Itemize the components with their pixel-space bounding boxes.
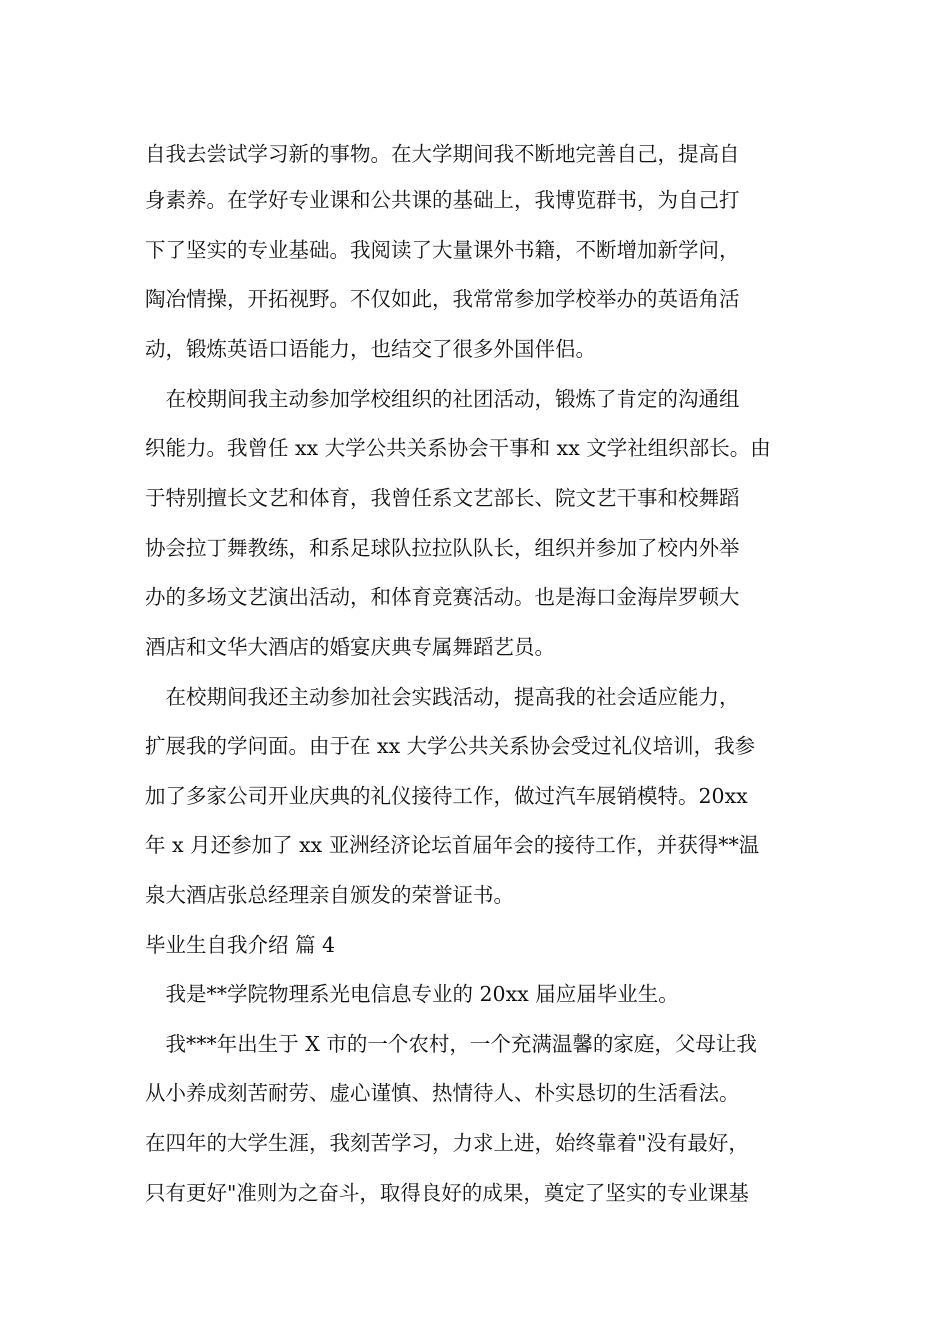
text-line: 协会拉丁舞教练，和系足球队拉拉队队长，组织并参加了校内外举 xyxy=(145,536,740,560)
text-line: 我***年出生于 X 市的一个农村，一个充满温馨的家庭，父母让我 xyxy=(145,1032,757,1056)
text-line: 酒店和文华大酒店的婚宴庆典专属舞蹈艺员。 xyxy=(145,635,555,659)
text-line: 动，锻炼英语口语能力，也结交了很多外国伴侣。 xyxy=(145,337,596,361)
text-line: 扩展我的学问面。由于在 xx 大学公共关系协会受过礼仪培训，我参 xyxy=(145,734,756,758)
text-line: 身素养。在学好专业课和公共课的基础上，我博览群书，为自己打 xyxy=(145,188,740,212)
text-line: 下了坚实的专业基础。我阅读了大量课外书籍，不断增加新学问， xyxy=(145,238,740,262)
text-line: 于特别擅长文艺和体育，我曾任系文艺部长、院文艺干事和校舞蹈 xyxy=(145,486,740,510)
text-line: 自我去尝试学习新的事物。在大学期间我不断地完善自己，提高自 xyxy=(145,142,740,166)
text-line: 加了多家公司开业庆典的礼仪接待工作，做过汽车展销模特。20xx xyxy=(145,784,748,808)
section-heading: 毕业生自我介绍 篇 4 xyxy=(145,933,336,957)
text-line: 只有更好"准则为之奋斗，取得良好的成果，奠定了坚实的专业课基 xyxy=(145,1181,749,1205)
text-line: 在校期间我还主动参加社会实践活动，提高我的社会适应能力， xyxy=(145,685,740,709)
text-line: 织能力。我曾任 xx 大学公共关系协会干事和 xx 文学社组织部长。由 xyxy=(145,436,771,460)
text-line: 办的多场文艺演出活动，和体育竞赛活动。也是海口金海岸罗顿大 xyxy=(145,585,740,609)
text-line: 在校期间我主动参加学校组织的社团活动，锻炼了肯定的沟通组 xyxy=(145,387,740,411)
text-line: 泉大酒店张总经理亲自颁发的荣誉证书。 xyxy=(145,883,514,907)
text-line: 从小养成刻苦耐劳、虚心谨慎、热情待人、朴实恳切的生活看法。 xyxy=(145,1081,740,1105)
text-line: 陶冶情操，开拓视野。不仅如此，我常常参加学校举办的英语角活 xyxy=(145,287,740,311)
text-line: 我是**学院物理系光电信息专业的 20xx 届应届毕业生。 xyxy=(145,982,679,1006)
text-line: 在四年的大学生涯，我刻苦学习，力求上进，始终靠着"没有最好， xyxy=(145,1131,749,1155)
text-line: 年 x 月还参加了 xx 亚洲经济论坛首届年会的接待工作，并获得**温 xyxy=(145,833,760,857)
